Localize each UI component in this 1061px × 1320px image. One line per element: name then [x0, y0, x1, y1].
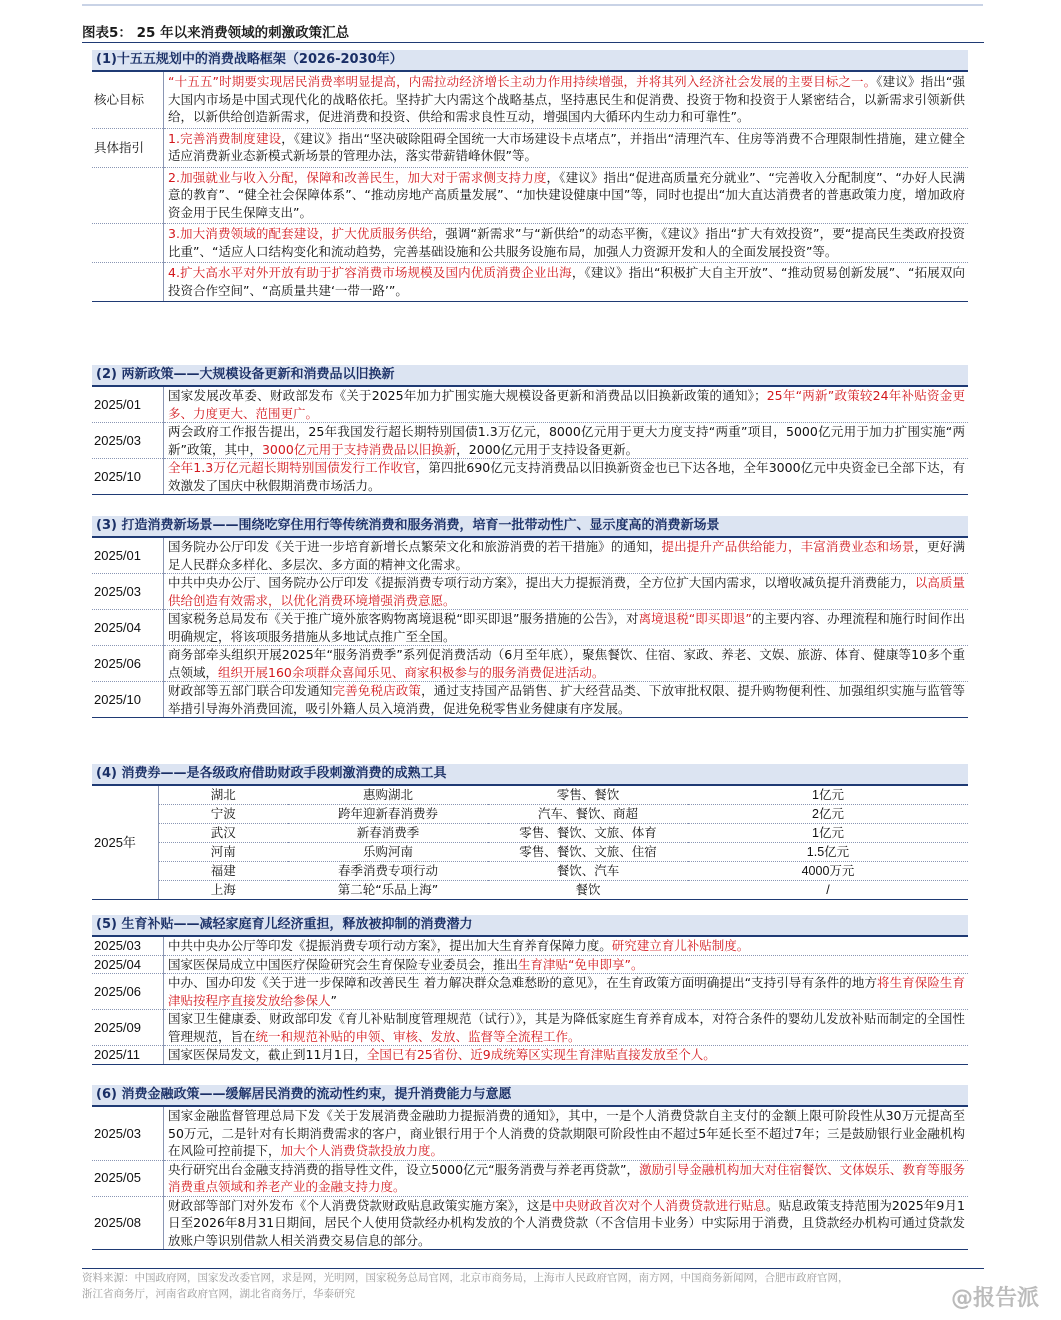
title-rule [82, 42, 984, 43]
row-date: 2025/03 [92, 574, 164, 610]
row-date: 2025/06 [92, 646, 164, 682]
voucher-amount: / [688, 881, 968, 900]
voucher-region: 福建 [158, 862, 288, 881]
highlight-text: 离境退税“即买即退” [638, 611, 752, 626]
voucher-amount: 4000万元 [688, 862, 968, 881]
table-row [92, 167, 968, 224]
table-row [92, 538, 968, 574]
highlight-text: 统一和规范补贴的申领、审核、发放、监督等全流程工作。 [255, 1028, 581, 1044]
voucher-scope: 零售、餐饮、文旅、住宿 [488, 843, 688, 862]
table-row [92, 423, 968, 459]
row-text [164, 955, 969, 974]
body-text: ，2000亿元用于支持设备更新。 [456, 441, 639, 457]
voucher-year: 2025年 [92, 786, 158, 900]
body-text: 中共中央办公厅、国务院办公厅印发《提振消费专项行动方案》，提出大力提振消费，全方位扩大国内需求，以增收减负提升消费能力， [168, 575, 915, 590]
voucher-region: 上海 [158, 881, 288, 900]
body-text: 国家卫生健康委、财政部印发《育儿补贴制度管理规范（试行）》，其是为降低家庭生育养育成本，对符合条件的婴幼儿发放补贴而制定的全国性管理规范，旨在 [168, 1011, 965, 1044]
row-text [164, 387, 969, 423]
highlight-text: 完善免税店政策 [332, 683, 422, 698]
row-label [92, 224, 164, 263]
highlight-text: 25年“两新”政策较24年补贴资金更多、力度更大、范围更广。 [168, 388, 965, 421]
row-date: 2025/04 [92, 610, 164, 646]
body-text: 两会政府工作报告提出，25年我国发行超长期特别国债1.3万亿元，8000亿元用于更大力度支持“两重”项目，5000亿元用于加力扩围实施“两新”政策，其中， [168, 424, 965, 457]
highlight-text: 将生育保险生育津贴按程序直接发放给参保人 [168, 975, 965, 1008]
table-row [92, 1107, 968, 1160]
highlight-text: 2.加强就业与收入分配，保障和改善民生，加大对于需求侧支持力度 [168, 169, 547, 185]
table-row [92, 574, 968, 610]
row-text [164, 459, 969, 495]
highlight-text: 研究建立育儿补贴制度。 [611, 938, 750, 953]
section-2 [92, 365, 968, 495]
voucher-scope: 餐饮、汽车 [488, 862, 688, 881]
table-row [92, 1046, 968, 1065]
section-3-heading: (3) 打造消费新场景——围绕吃穿住用行等传统消费和服务消费，培育一批带动性广、显示度高的消费新场景 [92, 516, 968, 538]
highlight-text: 3.加大消费领域的配套建设，扩大优质服务供给 [168, 226, 433, 241]
table-row [92, 128, 968, 167]
voucher-name: 跨年迎新春消费券 [288, 805, 488, 824]
voucher-name: 新春消费季 [288, 824, 488, 843]
table-row [92, 263, 968, 302]
body-text: 国家发展改革委、财政部发布《关于2025年加力扩围实施大规模设备更新和消费品以旧换新政策的通知》； [168, 388, 767, 403]
body-text: 财政部等五部门联合印发通知 [168, 683, 333, 698]
highlight-text: 全国已有25省份、近9成统筹区实现生育津贴直接发放至个人。 [366, 1047, 716, 1062]
row-text [164, 610, 969, 646]
body-text: 。贴息政策支持范围为2025年9月1日至2026年8月31日期间，居民个人使用贷款经办机构发放的个人消费贷款（不含信用卡业务）中实际用于消费，且贷款经办机构可通过贷款发放账户等识别借款人相关消费交易信息的部分。 [168, 1197, 965, 1248]
section-5-heading: (5) 生育补贴——减轻家庭育儿经济重担，释放被抑制的消费潜力 [92, 915, 968, 937]
voucher-row [92, 843, 968, 862]
highlight-text: 生育津贴“免申即享”。 [518, 956, 644, 972]
voucher-region: 湖北 [158, 786, 288, 805]
row-text [164, 263, 969, 302]
row-text [164, 574, 969, 610]
highlight-text: 中央财政首次对个人消费贷款进行贴息 [552, 1197, 767, 1213]
voucher-region: 河南 [158, 843, 288, 862]
section-6-heading: (6) 消费金融政策——缓解居民消费的流动性约束，提升消费能力与意愿 [92, 1085, 968, 1107]
row-date: 2025/01 [92, 538, 164, 574]
body-text: ，强调“新需求”与“新供给”的动态平衡，《建议》指出“扩大有效投资”，要“提高民生类政府投资比重”、“适应人口结构变化和流动趋势，完善基础设施和公共服务设施布局，加强人力资源开发和人的全面发展投资”等。 [168, 226, 965, 259]
row-label [92, 167, 164, 224]
section-4-heading: (4) 消费券——是各级政府借助财政手段刺激消费的成熟工具 [92, 764, 968, 786]
row-text [164, 974, 969, 1010]
table-row [92, 955, 968, 974]
voucher-name: 惠购湖北 [288, 786, 488, 805]
source-line-2: 浙江省商务厅，河南省政府官网，湖北省商务厅，华泰研究 [82, 1288, 355, 1300]
highlight-text: 激励引导金融机构加大对住宿餐饮、文体娱乐、教育等服务消费重点领域和养老产业的金融支持力度。 [168, 1161, 965, 1194]
section-6-table [92, 1107, 968, 1250]
row-date: 2025/03 [92, 937, 164, 955]
table-row [92, 459, 968, 495]
row-text [164, 1046, 969, 1065]
body-text: ，第四批690亿元支持消费品以旧换新资金也已下达各地，全年3000亿元中央资金已全部下达，有效激发了国庆中秋假期消费市场活力。 [168, 460, 965, 493]
row-date: 2025/05 [92, 1160, 164, 1196]
section-5-table [92, 937, 968, 1065]
body-text: 国务院办公厅印发《关于进一步培育新增长点繁荣文化和旅游消费的若干措施》的通知， [168, 539, 662, 554]
body-text: 财政部等部门对外发布《个人消费贷款财政贴息政策实施方案》，这是 [168, 1197, 553, 1213]
table-row [92, 682, 968, 718]
voucher-scope: 汽车、餐饮、商超 [488, 805, 688, 824]
source-footer [82, 1268, 984, 1302]
highlight-text: 组织开展160余项群众喜闻乐见、商家积极参与的服务消费促进活动。 [218, 664, 605, 680]
voucher-row [92, 824, 968, 843]
highlight-text: 3000亿元用于支持消费品以旧换新 [261, 441, 457, 457]
body-text: 中办、国办印发《关于进一步保障和改善民生 着力解决群众急难愁盼的意见》，在生育政策方面明确提出“支持引导有条件的地方 [168, 975, 877, 990]
highlight-text: 以高质量供给创造有效需求，以优化消费环境增强消费意愿。 [168, 575, 965, 608]
row-text [164, 1010, 969, 1046]
row-text [164, 682, 969, 718]
body-text: 中共中央办公厅等印发《提振消费专项行动方案》，提出加大生育养育保障力度。 [168, 938, 612, 953]
highlight-text: “十五五”时期要实现居民消费率明显提高，内需拉动经济增长主动力作用持续增强，并将其列入经济社会发展的主要目标之一。 [168, 74, 877, 89]
voucher-scope: 零售、餐饮、文旅、体育 [488, 824, 688, 843]
section-5 [92, 915, 968, 1065]
voucher-row [92, 786, 968, 805]
watermark: @报告派 [950, 1286, 1039, 1311]
section-2-table [92, 387, 968, 495]
table-row [92, 610, 968, 646]
table-row [92, 646, 968, 682]
body-text: 国家金融监督管理总局下发《关于发展消费金融助力提振消费的通知》，其中，一是个人消费贷款自主支付的金额上限可阶段性从30万元提高至50万元，二是针对有长期消费需求的客户，商业银行用于个人消费的贷款期限可阶段性由不超过5年延长至不超过7年；三是鼓励银行业金融机构在风险可控前提下， [168, 1108, 965, 1158]
row-date: 2025/09 [92, 1010, 164, 1046]
row-text [164, 72, 969, 128]
table-row [92, 1010, 968, 1046]
highlight-text: 4.扩大高水平对外开放有助于扩容消费市场规模及国内优质消费企业出海 [168, 265, 572, 280]
voucher-scope: 零售、餐饮 [488, 786, 688, 805]
voucher-amount: 1亿元 [688, 824, 968, 843]
figure-title: 图表5： 25 年以来消费领域的刺激政策汇总 [82, 25, 350, 41]
highlight-text: 1.完善消费制度建设 [168, 130, 282, 146]
section-1-heading: (1)十五五规划中的消费战略框架（2026-2030年） [92, 50, 968, 72]
section-1 [92, 50, 968, 302]
row-text [164, 538, 969, 574]
body-text: 央行研究出台金融支持消费的指导性文件，设立5000亿元“服务消费与养老再贷款”， [168, 1161, 640, 1177]
row-text [164, 423, 969, 459]
section-2-heading: (2) 两新政策——大规模设备更新和消费品以旧换新 [92, 365, 968, 387]
row-label [92, 263, 164, 302]
row-date: 2025/10 [92, 459, 164, 495]
table-row [92, 974, 968, 1010]
row-date: 2025/06 [92, 974, 164, 1010]
row-date: 2025/03 [92, 423, 164, 459]
row-label: 具体指引 [92, 128, 164, 167]
row-label: 核心目标 [92, 72, 164, 128]
voucher-row [92, 862, 968, 881]
highlight-text: 提出提升产品供给能力，丰富消费业态和场景 [661, 539, 915, 554]
body-text: ，《建议》指出“积极扩大自主开放”、“推动贸易创新发展”、“拓展双向投资合作空间”、“高质量共建‘一带一路’”。 [168, 265, 965, 298]
voucher-row [92, 881, 968, 900]
voucher-region: 宁波 [158, 805, 288, 824]
row-text [164, 1196, 969, 1250]
body-text: 《建议》指出“强大国内市场是中国式现代化的战略依托。坚持扩大内需这个战略基点，坚持惠民生和促消费、投资于物和投资于人紧密结合，以新需求引领新供给，以新供给创造新需求，促进消费和投资、供给和需求良性互动，增强国内大循环内生动力和可靠性”。 [168, 74, 965, 124]
voucher-name: 春季消费专项行动 [288, 862, 488, 881]
voucher-row [92, 805, 968, 824]
voucher-amount: 2亿元 [688, 805, 968, 824]
voucher-name: 第二轮“乐品上海” [288, 881, 488, 900]
highlight-text: 全年1.3万亿元超长期特别国债发行工作收官 [168, 460, 416, 475]
row-date: 2025/11 [92, 1046, 164, 1065]
section-6 [92, 1085, 968, 1250]
voucher-region: 武汉 [158, 824, 288, 843]
row-date: 2025/08 [92, 1196, 164, 1250]
body-text: ，《建议》指出“坚决破除阻碍全国统一大市场建设卡点堵点”，并指出“清理汽车、住房等消费不合理限制性措施，建立健全适应消费新业态新模式新场景的管理办法，落实带薪错峰休假”等。 [168, 130, 965, 163]
table-row [92, 1160, 968, 1196]
body-text: ，《建议》指出“促进高质量充分就业”、“完善收入分配制度”、“办好人民满意的教育”、“健全社会保障体系”、“推动房地产高质量发展”、“加快建设健康中国”等，同时也提出“加大直达消费者的普惠政策力度，增加政府资金用于民生保障支出”。 [168, 169, 965, 220]
table-row [92, 1196, 968, 1250]
row-text [164, 167, 969, 224]
body-text: ” [330, 992, 337, 1008]
body-text: 商务部牵头组织开展2025年“服务消费季”系列促消费活动（6月至年底），聚焦餐饮、住宿、家政、养老、文娱、旅游、体育、健康等10多个重点领域， [168, 647, 965, 680]
section-3 [92, 516, 968, 718]
row-date: 2025/10 [92, 682, 164, 718]
row-date: 2025/04 [92, 955, 164, 974]
row-date: 2025/03 [92, 1107, 164, 1160]
row-text [164, 1160, 969, 1196]
voucher-amount: 1.5亿元 [688, 843, 968, 862]
body-text: 的主要内容、办理流程和施行时间作出明确规定，将该项服务措施从多地试点推广至全国。 [168, 611, 965, 644]
voucher-amount: 1亿元 [688, 786, 968, 805]
voucher-table [92, 786, 968, 900]
body-text: ，更好满足人民群众多样化、多层次、多方面的精神文化需求。 [168, 539, 965, 572]
highlight-text: 加大个人消费贷款投放力度。 [280, 1143, 444, 1158]
section-3-table [92, 538, 968, 718]
table-row [92, 387, 968, 423]
body-text: ，通过支持国产品销售、扩大经营品类、下放审批权限、提升购物便利性、加强组织实施与监管等举措引导海外消费回流，吸引外籍人员入境消费，促进免税零售业务健康有序发展。 [168, 683, 965, 716]
table-row [92, 224, 968, 263]
table-row [92, 72, 968, 128]
row-text [164, 128, 969, 167]
section-1-table [92, 72, 968, 302]
table-row [92, 937, 968, 955]
voucher-name: 乐购河南 [288, 843, 488, 862]
body-text: 国家税务总局发布《关于推广境外旅客购物离境退税“即买即退”服务措施的公告》，对 [168, 611, 639, 626]
body-text: 国家医保局成立中国医疗保险研究会生育保险专业委员会，推出 [168, 956, 519, 972]
row-text [164, 224, 969, 263]
row-text [164, 1107, 969, 1160]
voucher-scope: 餐饮 [488, 881, 688, 900]
top-rule [82, 4, 983, 6]
row-text [164, 646, 969, 682]
section-4 [92, 764, 968, 900]
body-text: 国家医保局发文，截止到11月1日， [168, 1047, 367, 1062]
row-text [164, 937, 969, 955]
source-line-1: 资料来源：中国政府网，国家发改委官网，求是网，光明网，国家税务总局官网，北京市商务局，上海市人民政府官网，南方网，中国商务新闻网，合肥市政府官网， [82, 1272, 849, 1284]
row-date: 2025/01 [92, 387, 164, 423]
